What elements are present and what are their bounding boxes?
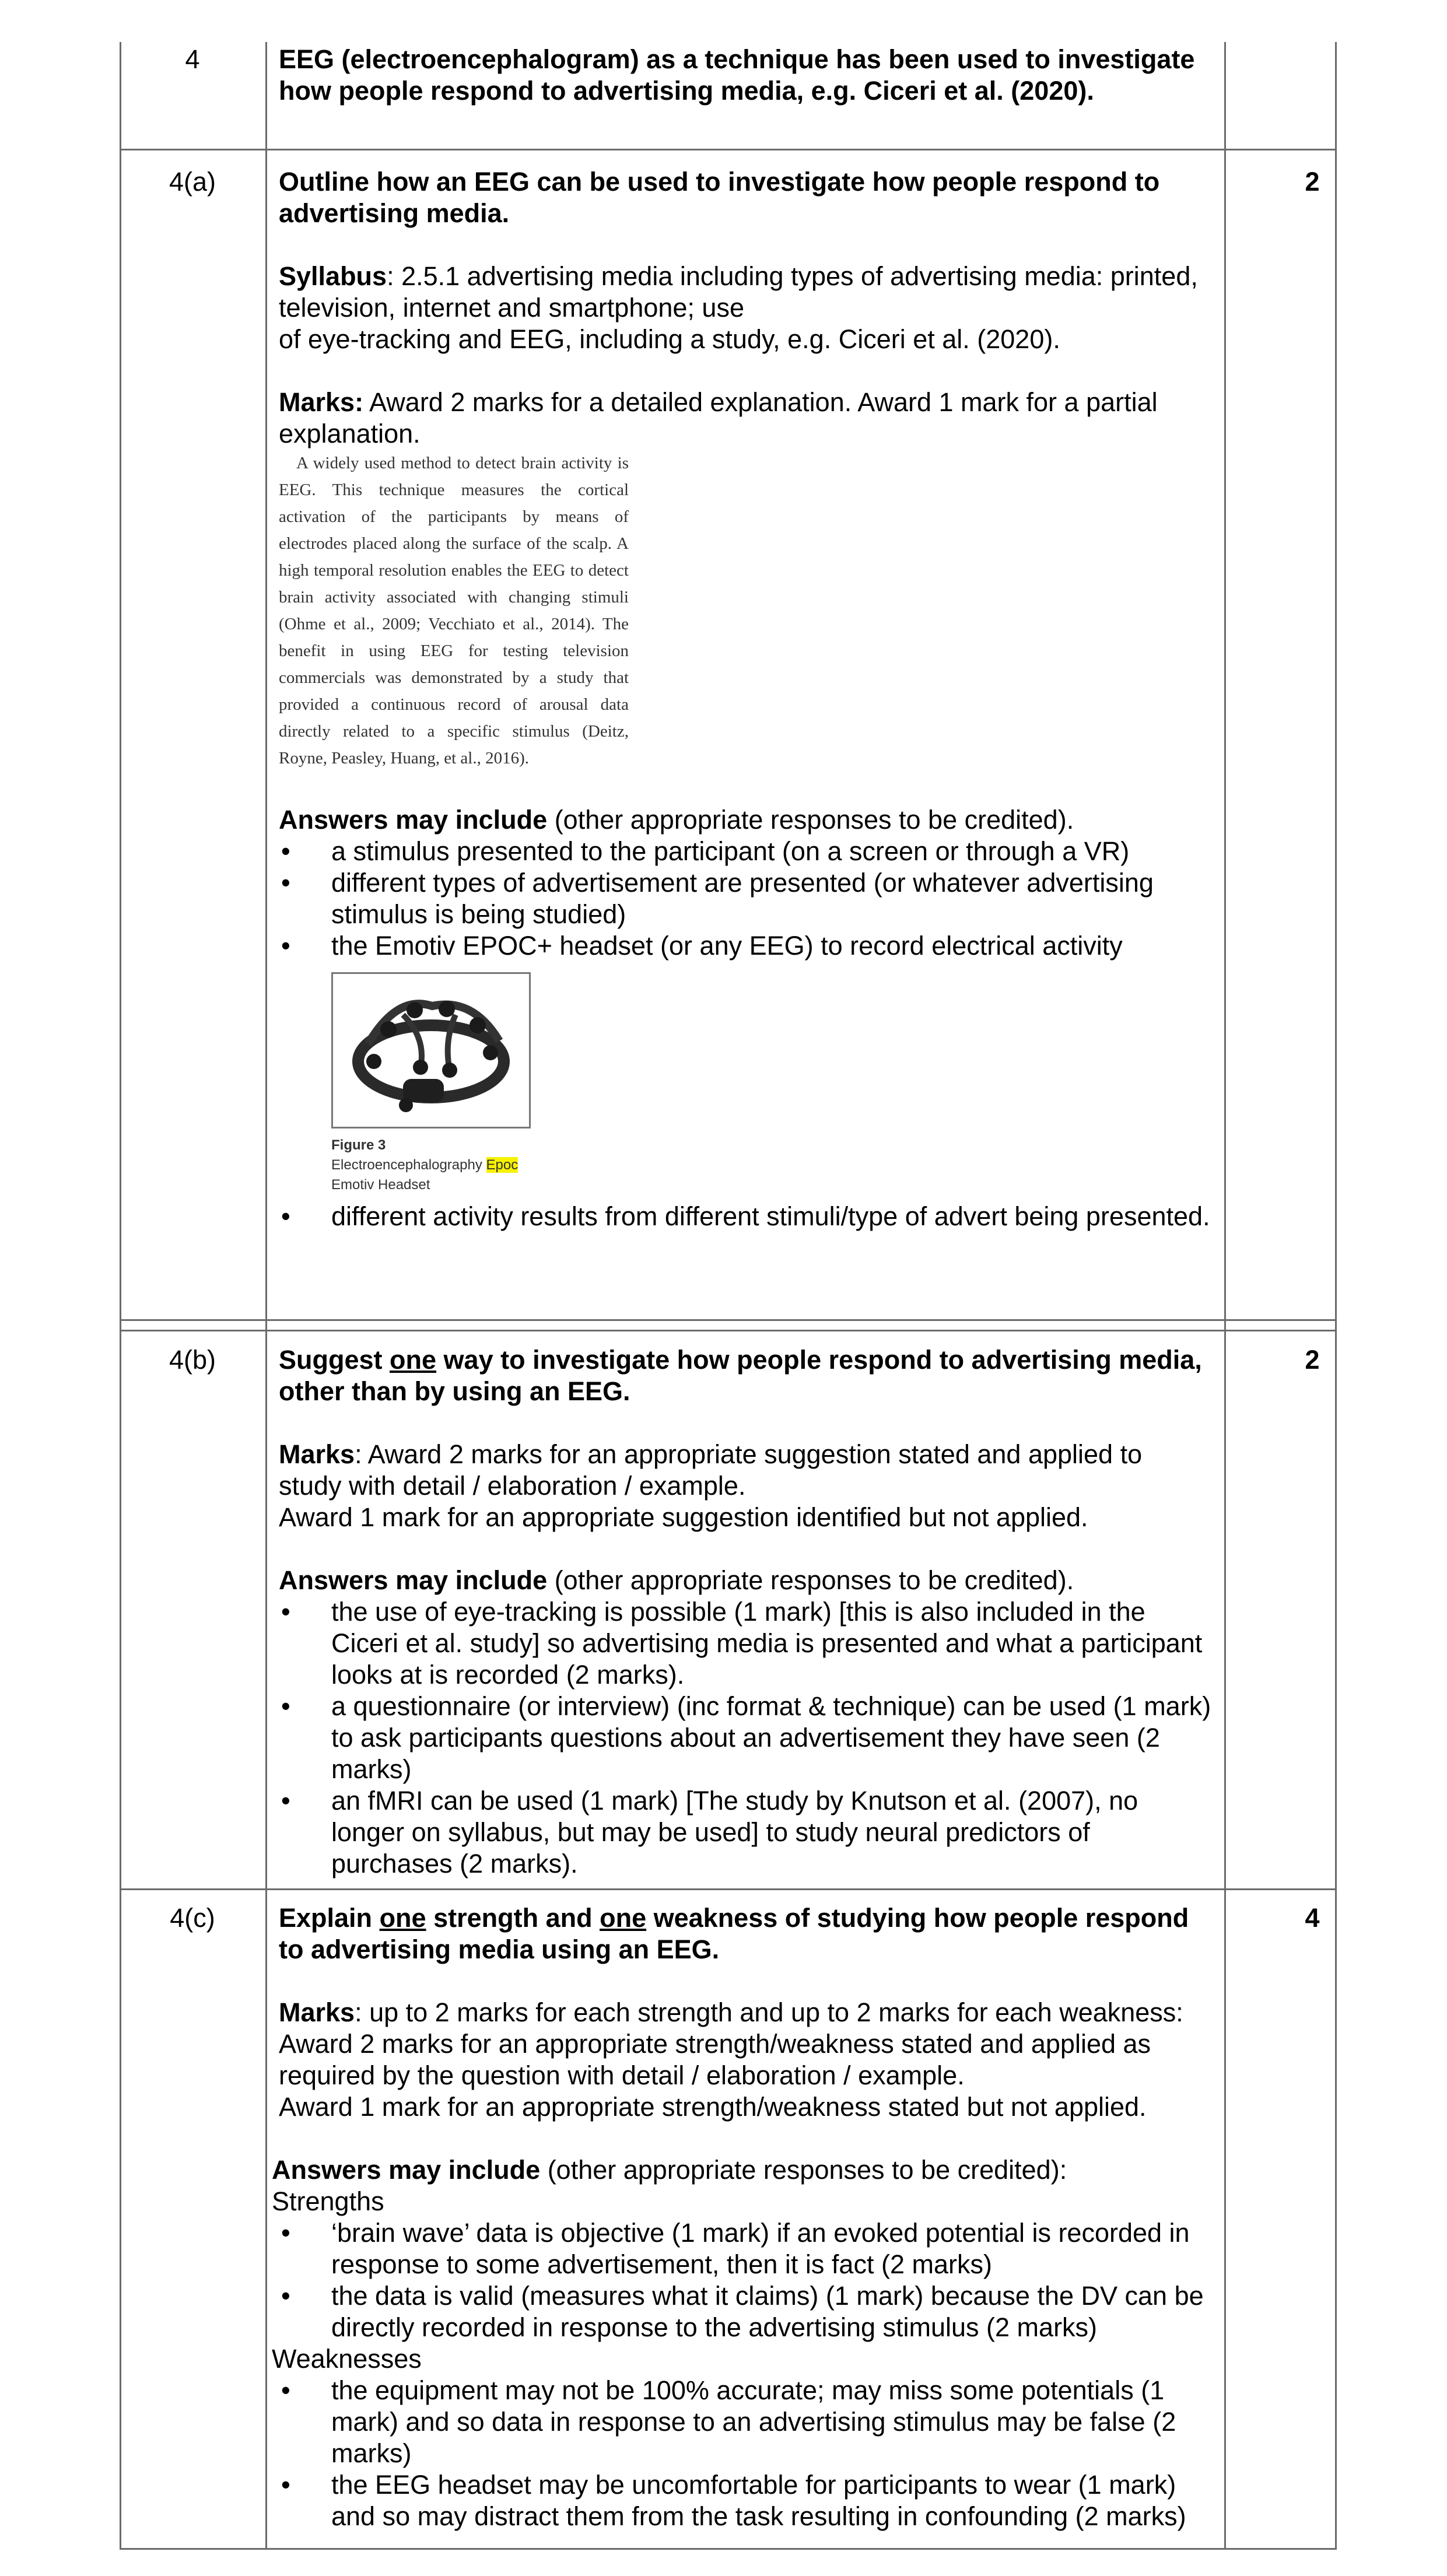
marks-line2: Award 2 marks for an appropriate strength/weakness stated and applied as required by the question with detail / elaboration / example. [279,2029,1151,2090]
part-c-content [272,1902,1212,2532]
list-item: • different activity results from different stimuli/type of advert being presented. [279,1201,1212,1232]
figure-caption [331,1135,1212,1195]
row-divider-4b-4c [120,1888,1337,1890]
table-col2-divider [1224,42,1226,2550]
part-c-number: 4(c) [170,1903,215,1933]
marks-label: Marks [279,1997,355,2027]
part-c-question-middle: strength and [426,1903,600,1933]
part-b-question-emphasis: one [390,1345,437,1375]
list-item: • the Emotiv EPOC+ headset (or any EEG) to record electrical activity [279,930,1212,962]
question-stem-text: EEG (electroencephalogram) as a technique has been used to investigate how people respond to advertising media, e.g. Ciceri et al. (2020). [279,44,1195,106]
part-c-question-start: Explain [279,1903,380,1933]
syllabus-line1: : 2.5.1 advertising media including types of advertising media: printed, television, internet and smartphone; use [279,261,1198,323]
syllabus-line2: of eye-tracking and EEG, including a study, e.g. Ciceri et al. (2020). [279,324,1060,354]
part-a-marks-guidance [279,387,1212,450]
weaknesses-heading: Weaknesses [272,2344,422,2374]
table-right-border [1335,42,1337,2550]
part-b-answers-intro [279,1565,1212,1596]
figure-caption-highlight: Epoc [486,1157,518,1173]
table-bottom-border [120,2548,1337,2550]
part-a-answer-list-continued [279,1201,1212,1232]
list-item: • different types of advertisement are presented (or whatever advertising stimulus is being studied) [279,867,1212,930]
list-item: • an fMRI can be used (1 mark) [The study by Knutson et al. (2007), no longer on syllabus, but may be used] to study neural predictors of purchases (2 marks). [279,1785,1212,1880]
list-item: • the data is valid (measures what it claims) (1 mark) because the DV can be directly recorded in response to the advertising stimulus (2 marks) [279,2280,1212,2343]
marks-line3: Award 1 mark for an appropriate strength/weakness stated but not applied. [279,2092,1147,2122]
part-c-question [279,1902,1212,1965]
strengths-heading: Strengths [272,2186,384,2216]
answers-label: Answers may include [272,2155,541,2185]
syllabus-label: Syllabus [279,261,387,291]
answers-label: Answers may include [279,805,548,835]
part-b-marks-guidance [279,1439,1212,1502]
list-item: • the EEG headset may be uncomfortable for participants to wear (1 mark) and so may distract them from the task resulting in confounding (2 marks) [279,2469,1212,2532]
part-a-answers-intro [279,804,1212,836]
part-b-question-start: Suggest [279,1345,390,1375]
marks-line2: Award 1 mark for an appropriate suggestion identified but not applied. [279,1502,1088,1532]
answers-label: Answers may include [279,1565,548,1595]
figure-caption-text: Electroencephalography [331,1157,486,1173]
list-item: • the use of eye-tracking is possible (1 mark) [this is also included in the Ciceri et al. study] so advertising media is presented and what a participant looks at is recorded (2 marks). [279,1596,1212,1691]
marks-text: Award 2 marks for a detailed explanation. Award 1 mark for a partial explanation. [279,387,1158,448]
figure-caption-line1 [331,1155,1212,1175]
part-a-syllabus [279,261,1212,324]
marks-line1: : Award 2 marks for an appropriate suggestion stated and applied to study with detail / elaboration / example. [279,1439,1143,1501]
figure-title: Figure 3 [331,1137,386,1153]
list-item: • a questionnaire (or interview) (inc format & technique) can be used (1 mark) to ask participants questions about an advertisement they have seen (2 marks) [279,1691,1212,1785]
figure-caption-line2: Emotiv Headset [331,1177,430,1193]
study-excerpt: A widely used method to detect brain activity is EEG. This technique measures the cortical activation of the participants by means of electrodes placed along the surface of the scalp. A high temporal resolution enables the EEG to detect brain activity associated with changing stimuli (Ohme et al., 2009; Vecchiato et al., 2014). The benefit in using EEG for testing television commercials was demonstrated by a study that provided a continuous record of arousal data directly related to a specific stimulus (Deitz, Royne, Peasley, Huang, et al., 2016). [279,454,629,767]
part-a-marks: 2 [1305,167,1320,197]
part-b-marks: 2 [1305,1345,1320,1375]
part-b-content [279,1344,1212,1880]
eeg-headset-image [331,972,531,1128]
answers-suffix: (other appropriate responses to be credited). [547,805,1074,835]
part-a-number: 4(a) [169,167,216,197]
part-c-answers-intro [272,2154,1212,2186]
part-b-question [279,1344,1212,1407]
question-number: 4 [185,44,200,74]
eeg-headset-illustration [333,974,529,1127]
list-item: • a stimulus presented to the participant (on a screen or through a VR) [279,836,1212,867]
part-a-content [279,166,1212,1232]
part-b-number: 4(b) [169,1345,216,1375]
row-divider-4a-end [120,1319,1337,1321]
part-c-question-emphasis-1: one [379,1903,426,1933]
question-stem [279,44,1212,107]
part-c-question-end: weakness of studying how people respond to advertising media using an EEG. [279,1903,1189,1964]
table-left-border [120,42,121,2550]
answers-suffix: (other appropriate responses to be credited): [540,2155,1067,2185]
part-a-answer-list [279,836,1212,962]
weaknesses-list [279,2375,1212,2532]
list-item: • ‘brain wave’ data is objective (1 mark) if an evoked potential is recorded in response to some advertisement, then it is fact (2 marks) [279,2217,1212,2280]
row-divider-4b-start [120,1330,1337,1331]
part-c-question-emphasis-2: one [600,1903,647,1933]
part-c-marks-guidance [279,1997,1212,2028]
table-col1-divider [265,42,267,2550]
part-c-marks: 4 [1305,1903,1320,1933]
strengths-list [279,2217,1212,2343]
part-b-answer-list [279,1596,1212,1880]
marks-label: Marks [279,1439,355,1469]
marks-label: Marks: [279,387,364,417]
row-divider-4-4a [120,149,1337,150]
part-b-question-end: way to investigate how people respond to advertising media, other than by using an EEG. [279,1345,1202,1406]
part-a-question: Outline how an EEG can be used to investigate how people respond to advertising media. [279,167,1160,228]
answers-suffix: (other appropriate responses to be credited). [547,1565,1074,1595]
list-item: • the equipment may not be 100% accurate; may miss some potentials (1 mark) and so data in response to an advertising stimulus may be false (2 marks) [279,2375,1212,2469]
marks-line1: : up to 2 marks for each strength and up to 2 marks for each weakness: [355,1997,1183,2027]
